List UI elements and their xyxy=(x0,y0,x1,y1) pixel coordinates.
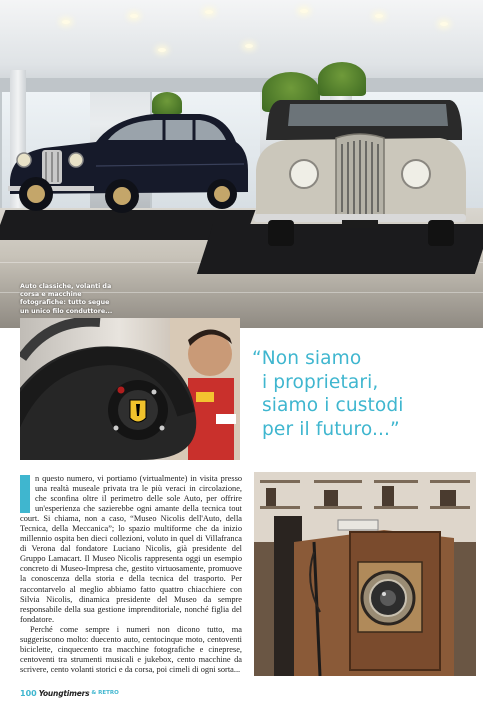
steering-wheel-photo xyxy=(20,318,240,460)
drop-cap-block xyxy=(20,475,30,513)
ceiling-light xyxy=(375,14,383,18)
magazine-name: Youngtimers xyxy=(38,688,90,698)
ceiling-light xyxy=(245,44,253,48)
quote-line: i proprietari, xyxy=(262,371,379,393)
page-footer xyxy=(20,688,119,698)
article-paragraph: Perché come sempre i numeri non dicono tutto, ma suggeriscono molto: duecento auto, centocinque moto, centoventi biciclette, cinquecento tra macchine fotografiche e cineprese, centoventi tra strumenti musicali e jukebox, cento macchine da scrivere, cento volanti storici e da corsa, poi cimeli di ogni sorta... xyxy=(20,624,242,674)
steering-wheel-illustration xyxy=(20,318,240,460)
quote-line: siamo i custodi xyxy=(262,395,404,416)
cream-classic-car xyxy=(250,90,470,250)
article-body xyxy=(20,474,242,675)
quote-line: per il futuro...” xyxy=(262,418,400,440)
vintage-camera-photo xyxy=(254,472,476,676)
ceiling-light xyxy=(300,9,308,13)
dark-classic-car xyxy=(4,106,252,214)
ceiling-light xyxy=(205,10,213,14)
article-paragraph: n questo numero, vi portiamo (virtualmente) in visita presso una realtà museale privata tra le più veraci in circolazione, che sconfina oltre il perimetro delle sole Auto, per offrire un'esperienza che sazierebbe ogni amante della tecnica tout court. Si chiama, non a caso, “Museo Nicolis dell'Auto, della Tecnica, della Meccanica”; lo spazio multiforme che da inizio millennio ospita ben dieci collezioni, voluto in quel di Villafranca di Verona dal fondatore Luciano Nicolis, già presidente del Gruppo Lamacart. Il Museo Nicolis rappresenta oggi un esempio concreto di Museo-Impresa che, gestito virtuosamente, promuove la conoscenza della storia e della tecnica del trasporto. Per raccontarvelo al meglio abbiamo fatto quattro chiacchiere con Silvia Nicolis, dinamica presidente del Museo da sempre responsabile della sua gestione imprenditoriale, nonché figlia del fondatore. xyxy=(20,474,242,624)
ceiling-light xyxy=(62,20,70,24)
ceiling-light xyxy=(440,22,448,26)
hero-photo-museum-cars xyxy=(0,0,483,328)
quote-line: “Non siamo xyxy=(252,348,362,369)
ceiling-light xyxy=(130,14,138,18)
pull-quote xyxy=(252,347,472,441)
ceiling-light xyxy=(158,48,166,52)
page-number: 100 xyxy=(20,688,37,698)
vintage-camera-illustration xyxy=(254,472,476,676)
photo-caption: Auto classiche, volanti da corsa e macchine fotografiche: tutto segue un unico filo conduttore... xyxy=(20,283,113,315)
magazine-suffix: & RETRO xyxy=(91,690,119,696)
